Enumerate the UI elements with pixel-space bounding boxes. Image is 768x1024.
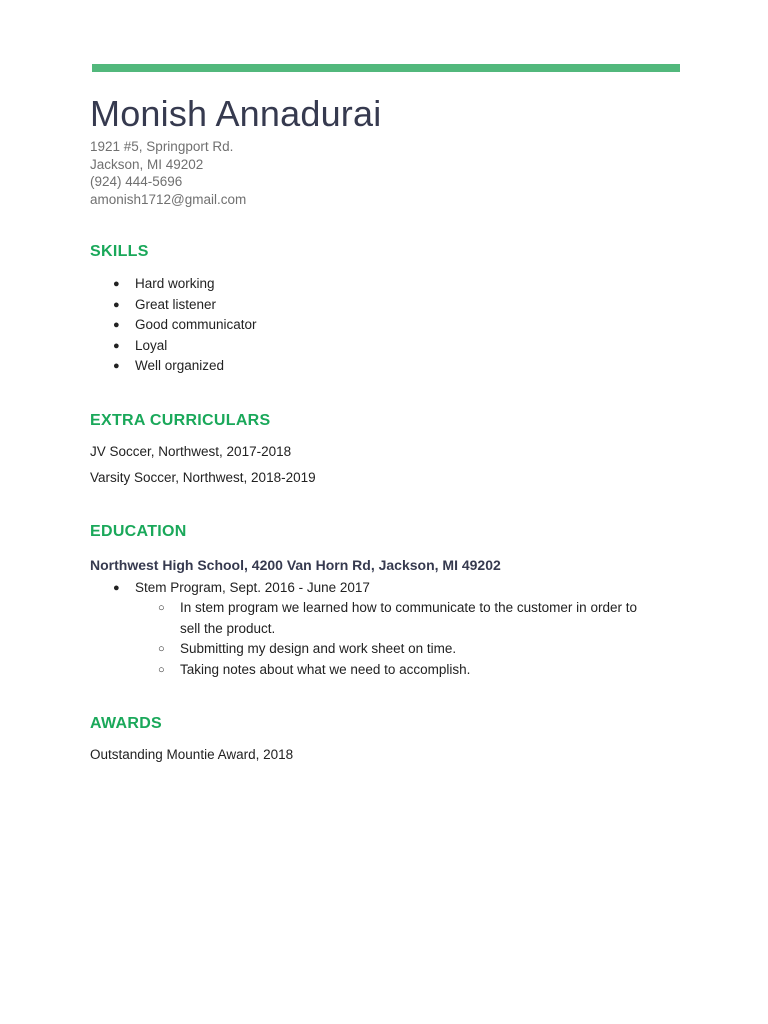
skills-heading: SKILLS [90,243,149,260]
list-item: ● Loyal [90,336,690,357]
bullet-icon: ● [113,339,120,352]
award-item: Outstanding Mountie Award, 2018 [90,747,294,762]
extracurriculars-heading: EXTRA CURRICULARS [90,411,271,429]
address-line-1: 1921 #5, Springport Rd. [90,139,234,154]
accent-bar [92,64,680,72]
contact-info [90,138,690,208]
list-item: ● Great listener [90,295,690,316]
extracurricular-item: JV Soccer, Northwest, 2017-2018 [90,443,292,459]
list-item: ○ Submitting my design and work sheet on time. [90,639,660,660]
education-details-list [90,598,690,680]
phone-number: (924) 444-5696 [90,174,183,189]
list-item: ○ In stem program we learned how to communicate to the customer in order to sell the product. [158,600,637,636]
school-name: Northwest High School, 4200 Van Horn Rd, Jackson, MI 49202 [90,556,501,573]
list-item: ● Well organized [90,356,690,377]
list-item: ● Good communicator [90,315,690,336]
hollow-bullet-icon: ○ [158,663,165,676]
education-list [90,578,690,599]
education-heading: EDUCATION [90,522,187,540]
address-line-2: Jackson, MI 49202 [90,156,204,172]
resume-content [90,92,690,764]
extracurricular-item: Varsity Soccer, Northwest, 2018-2019 [90,469,316,485]
hollow-bullet-icon: ○ [158,602,165,614]
bullet-icon: ● [113,581,120,594]
candidate-name: Monish Annadurai [90,93,382,134]
awards-section [90,714,690,764]
hollow-bullet-icon: ○ [158,643,165,655]
skills-section [90,242,690,377]
skills-list [90,274,690,377]
list-item: ● Stem Program, Sept. 2016 - June 2017 [90,578,690,599]
extracurriculars-section [90,411,690,487]
education-section [90,522,690,681]
bullet-icon: ● [113,298,120,311]
list-item: ● Hard working [90,274,690,295]
bullet-icon: ● [113,360,120,372]
awards-heading: AWARDS [90,715,163,732]
bullet-icon: ● [113,319,120,331]
email-address: amonish1712@gmail.com [90,191,247,207]
bullet-icon: ● [113,278,120,290]
list-item: ○ Taking notes about what we need to accomplish. [90,660,660,681]
